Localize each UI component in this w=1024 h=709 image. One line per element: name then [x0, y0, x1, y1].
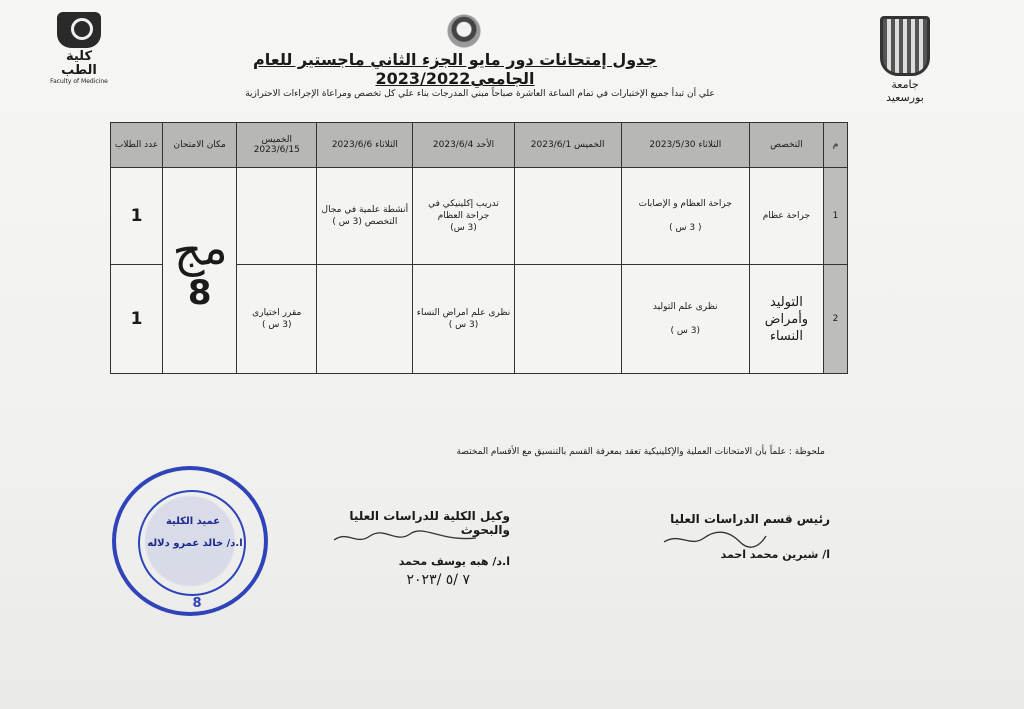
row-day-1	[621, 265, 749, 374]
faculty-name-ar: كلية الطب	[61, 49, 97, 78]
exam-title: مقرر اختيارى	[252, 308, 302, 319]
header-day-4: الثلاثاء 2023/6/6	[317, 123, 413, 168]
center-emblem-icon	[444, 14, 484, 48]
table-row	[111, 168, 848, 265]
place-handwritten: مج	[169, 218, 230, 279]
university-logo	[876, 16, 934, 104]
row-day-2	[514, 265, 621, 374]
exam-duration: ( 3 س )	[669, 223, 702, 234]
table-header-row	[111, 123, 848, 168]
row-specialty: جراحة عظام	[749, 168, 823, 265]
header-specialty: التخصص	[749, 123, 823, 168]
signer-role: رئيس قسم الدراسات العليا	[670, 512, 830, 526]
signer-name: ا/ شيرين محمد احمد	[720, 548, 830, 561]
row-day-1	[621, 168, 749, 265]
university-name: جامعة بورسعيد	[886, 78, 924, 104]
place-number: 8	[187, 272, 212, 313]
row-count: 1	[111, 265, 163, 374]
stamp-label: عميد الكلية	[165, 516, 221, 527]
header-day-1: الثلاثاء 2023/5/30	[621, 123, 749, 168]
signature-scribble	[330, 528, 480, 548]
header-num: م	[823, 123, 847, 168]
header-place: مكان الامتحان	[163, 123, 237, 168]
page-title: جدول إمتحانات دور مايو الجزء الثاني ماجستير للعام الجامعي2023/2022	[253, 50, 657, 88]
exam-schedule-table	[110, 122, 848, 374]
signer-role: وكيل الكلية للدراسات العليا والبحوث	[349, 509, 510, 537]
exam-duration: (3 س)	[450, 223, 477, 234]
row-count: 1	[111, 168, 163, 265]
row-num: 2	[823, 265, 847, 374]
row-day-3: نظرى علم امراض النساء (3 س )	[413, 265, 514, 374]
signer-name: ا.د/ هبه يوسف محمد	[398, 555, 510, 568]
signature-date: ٧ /٥ /٢٠٢٣	[406, 572, 470, 588]
exam-title: تدريب إكلينيكي في جراحة العظام	[428, 199, 499, 222]
row-day-4	[317, 265, 413, 374]
header-day-2: الخميس 2023/6/1	[514, 123, 621, 168]
exam-title: جراحة العظام و الإصابات	[638, 199, 732, 210]
signature-scribble	[660, 528, 770, 550]
exam-place	[163, 168, 237, 374]
page-subtitle: علي أن تبدأ جميع الإختبارات في تمام الساعة العاشرة صباحاً مبني المدرجات بناء علي كل تخصص ومراعاة الإجراءات الاحترازية	[245, 89, 715, 99]
row-day-4: أنشطة علمية في مجال التخصص (3 س )	[317, 168, 413, 265]
header-count: عدد الطلاب	[111, 123, 163, 168]
exam-duration: (3 س )	[262, 320, 292, 331]
exam-title: نظرى علم التوليد	[652, 302, 718, 313]
signature-block-vice-dean	[310, 509, 510, 588]
row-num: 1	[823, 168, 847, 265]
header-day-3: الأحد 2023/6/4	[413, 123, 514, 168]
faculty-logo	[46, 12, 112, 85]
exam-duration: (3 س )	[670, 326, 701, 337]
header-day-5: الخميس 2023/6/15	[237, 123, 317, 168]
row-day-5	[237, 168, 317, 265]
stamp-name: ا.د/ خالد عمرو دلاله	[147, 538, 243, 549]
footnote: ملحوظة : علماً بأن الامتحانات العملية والإكلينيكية تعقد بمعرفة القسم بالتنسيق مع الأقسام المختصة	[456, 447, 825, 457]
row-specialty: التوليد وأمراض النساء	[749, 265, 823, 374]
stamp-number: 8	[192, 596, 202, 611]
official-stamp	[112, 466, 268, 616]
row-day-3	[413, 168, 514, 265]
faculty-name-en: Faculty of Medicine	[50, 78, 108, 85]
row-day-5	[237, 265, 317, 374]
faculty-emblem-icon	[57, 12, 101, 48]
row-day-2	[514, 168, 621, 265]
university-shield-icon	[880, 16, 930, 76]
